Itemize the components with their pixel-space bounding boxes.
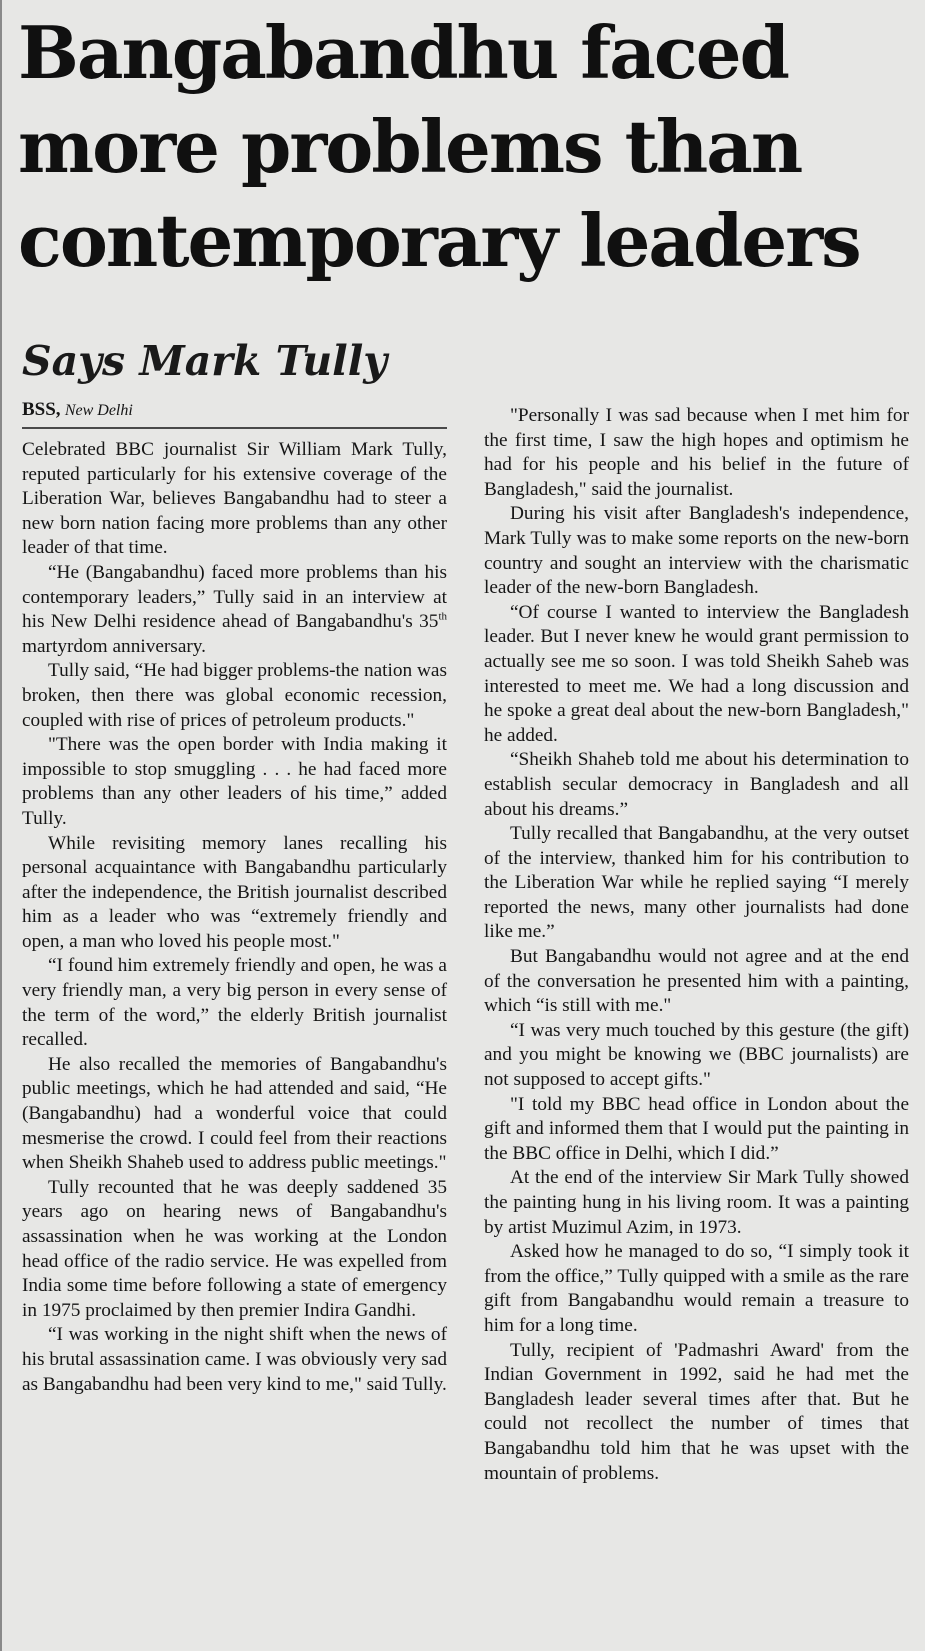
paragraph-text: “He (Bangabandhu) faced more problems than his contemporary leaders,” Tully said in an interview at his New Delhi residence ahead of Bangabandhu's 35 [22,561,447,633]
paragraph: While revisiting memory lanes recalling his personal acquaintance with Bangabandhu particularly after the independence, the British journalist described him as a leader who was “extremely friendly and open, a man who loved his people most." [22,832,447,952]
paragraph: "Personally I was sad because when I met him for the first time, I saw the high hopes and optimism he had for his people and his belief in the future of Bangladesh," said the journalist. [484,405,909,500]
paragraph: “Of course I wanted to interview the Bangladesh leader. But I never knew he would grant permission to actually see me so soon. I was told Sheikh Saheb was interested to meet me. We had a long discussion and he spoke a great deal about the new-born Bangladesh," he added. [484,601,909,746]
byline [22,400,447,429]
paragraph: At the end of the interview Sir Mark Tully showed the painting hung in his living room. It was a painting by artist Muzimul Azim, in 1973. [484,1167,909,1238]
paragraph: Tully recalled that Bangabandhu, at the very outset of the interview, thanked him for his contribution to the Liberation War while he replied saying “I merely reported the news, many other journalists had done like me.” [484,823,909,943]
byline-place: New Delhi [64,402,133,419]
paragraph: Celebrated BBC journalist Sir William Mark Tully, reputed particularly for his extensive coverage of the Liberation War, believes Bangabandhu had to steer a new born nation facing more problems than any other leader of that time. [22,439,447,559]
headline-line-1: Bangabandhu faced [18,10,788,95]
paragraph: But Bangabandhu would not agree and at the end of the conversation he presented him with a painting, which “is still with me." [484,946,909,1017]
subhead: Says Mark Tully [22,337,388,385]
left-column [22,400,447,1397]
paragraph: "There was the open border with India making it impossible to stop smuggling . . . he had faced more problems than any other leaders of his time,” added Tully. [22,734,447,829]
byline-agency: BSS, [22,399,61,420]
paragraph-text: martyrdom anniversary. [22,635,206,657]
paragraph: He also recalled the memories of Bangabandhu's public meetings, which he had attended and said, “He (Bangabandhu) had a wonderful voice that could mesmerise the crowd. I could feel from their reactions when Sheikh Shaheb used to address public meetings." [22,1053,447,1174]
paragraph: Tully recounted that he was deeply saddened 35 years ago on hearing news of Bangabandhu's assassination when he was working at the London head office of the radio service. He was expelled from India some time before following a state of emergency in 1975 proclaimed by then premier Indira Gandhi. [22,1176,447,1321]
paragraph: Tully, recipient of 'Padmashri Award' from the Indian Government in 1992, said he had met the Bangladesh leader several times after that. But he could not recollect the number of times that Bangabandhu told him that he was upset with the mountain of problems. [484,1339,909,1484]
ordinal-suffix: th [438,610,447,623]
paragraph: “I was working in the night shift when the news of his brutal assassination came. I was obviously very sad as Bangabandhu had been very kind to me," said Tully. [22,1324,447,1395]
headline-line-3: contemporary leaders [18,198,860,283]
paragraph: Asked how he managed to do so, “I simply took it from the office,” Tully quipped with a smile as the rare gift from Bangabandhu would remain a treasure to him for a long time. [484,1241,909,1336]
paragraph: During his visit after Bangladesh's independence, Mark Tully was to make some reports on the new-born country and sought an interview with the charismatic leader of the new-born Bangladesh. [484,503,909,599]
paragraph [22,561,447,659]
paragraph: “Sheikh Shaheb told me about his determination to establish secular democracy in Bangladesh and all about his dreams.” [484,749,909,820]
headline-line-2: more problems than [18,104,802,189]
headline [18,6,918,288]
paragraph: “I was very much touched by this gesture (the gift) and you might be knowing we (BBC journalists) are not supposed to accept gifts." [484,1019,909,1091]
right-column [484,404,909,1486]
paragraph: Tully said, “He had bigger problems-the nation was broken, then there was global economic recession, coupled with rise of prices of petroleum products." [22,660,447,731]
paragraph: "I told my BBC head office in London about the gift and informed them that I would put the painting in the BBC office in Delhi, which I did.” [484,1093,909,1164]
paragraph: “I found him extremely friendly and open, he was a very friendly man, a very big person in every sense of the term of the word,” the elderly British journalist recalled. [22,955,447,1051]
